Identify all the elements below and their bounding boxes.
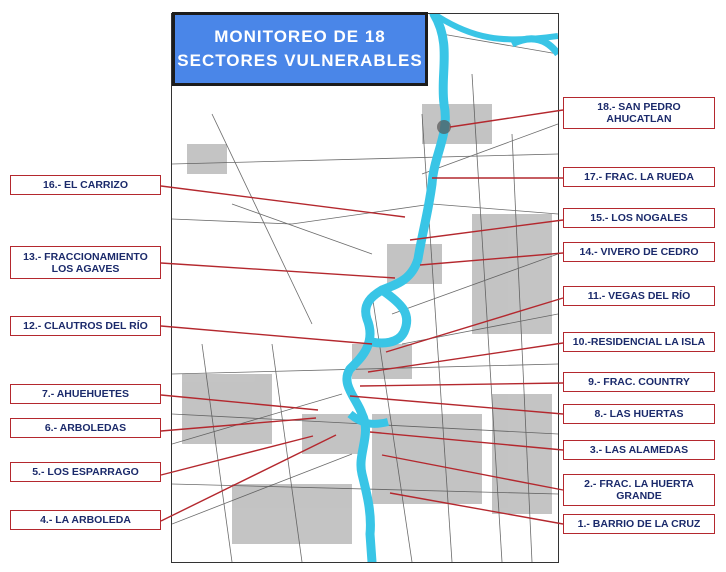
city-map — [171, 13, 559, 563]
label-sector-4-text: 4.- LA ARBOLEDA — [40, 514, 131, 526]
label-sector-1 — [563, 514, 715, 534]
label-sector-11 — [563, 286, 715, 306]
label-sector-3 — [563, 440, 715, 460]
label-sector-10 — [563, 332, 715, 352]
map-title-line2: SECTORES VULNERABLES — [177, 51, 423, 70]
label-sector-3-text: 3.- LAS ALAMEDAS — [589, 444, 689, 456]
label-sector-10-text: 10.-RESIDENCIAL LA ISLA — [572, 336, 706, 348]
label-sector-4 — [10, 510, 161, 530]
label-sector-18 — [563, 97, 715, 129]
street-map-drawing — [172, 14, 558, 562]
label-sector-15 — [563, 208, 715, 228]
label-sector-14-text: 14.- VIVERO DE CEDRO — [579, 246, 699, 258]
map-title-box — [172, 12, 428, 86]
label-sector-1-text: 1.- BARRIO DE LA CRUZ — [577, 518, 701, 530]
label-sector-7 — [10, 384, 161, 404]
label-sector-11-text: 11.- VEGAS DEL RÍO — [587, 290, 691, 302]
label-sector-2 — [563, 474, 715, 506]
label-sector-8-text: 8.- LAS HUERTAS — [594, 408, 684, 420]
label-sector-15-text: 15.- LOS NOGALES — [590, 212, 688, 224]
label-sector-7-text: 7.- AHUEHUETES — [41, 388, 130, 400]
label-sector-2-text: 2.- FRAC. LA HUERTA GRANDE — [584, 478, 694, 502]
label-sector-16 — [10, 175, 161, 195]
label-sector-12-text: 12.- CLAUTROS DEL RÍO — [23, 320, 148, 332]
label-sector-18-text: 18.- SAN PEDRO AHUCATLAN — [597, 101, 681, 125]
label-sector-5-text: 5.- LOS ESPARRAGO — [32, 466, 139, 478]
label-sector-12 — [10, 316, 161, 336]
label-sector-9-text: 9.- FRAC. COUNTRY — [588, 376, 690, 388]
label-sector-9 — [563, 372, 715, 392]
label-sector-16-text: 16.- EL CARRIZO — [43, 179, 128, 191]
label-sector-8 — [563, 404, 715, 424]
label-sector-17 — [563, 167, 715, 187]
label-sector-13 — [10, 246, 161, 279]
label-sector-6 — [10, 418, 161, 438]
label-sector-14 — [563, 242, 715, 262]
label-sector-17-text: 17.- FRAC. LA RUEDA — [584, 171, 694, 183]
map-title-line1: MONITOREO DE 18 — [214, 27, 386, 46]
label-sector-5 — [10, 462, 161, 482]
label-sector-13-text: 13.- FRACCIONAMIENTO LOS AGAVES — [23, 250, 148, 275]
label-sector-6-text: 6.- ARBOLEDAS — [44, 422, 127, 434]
